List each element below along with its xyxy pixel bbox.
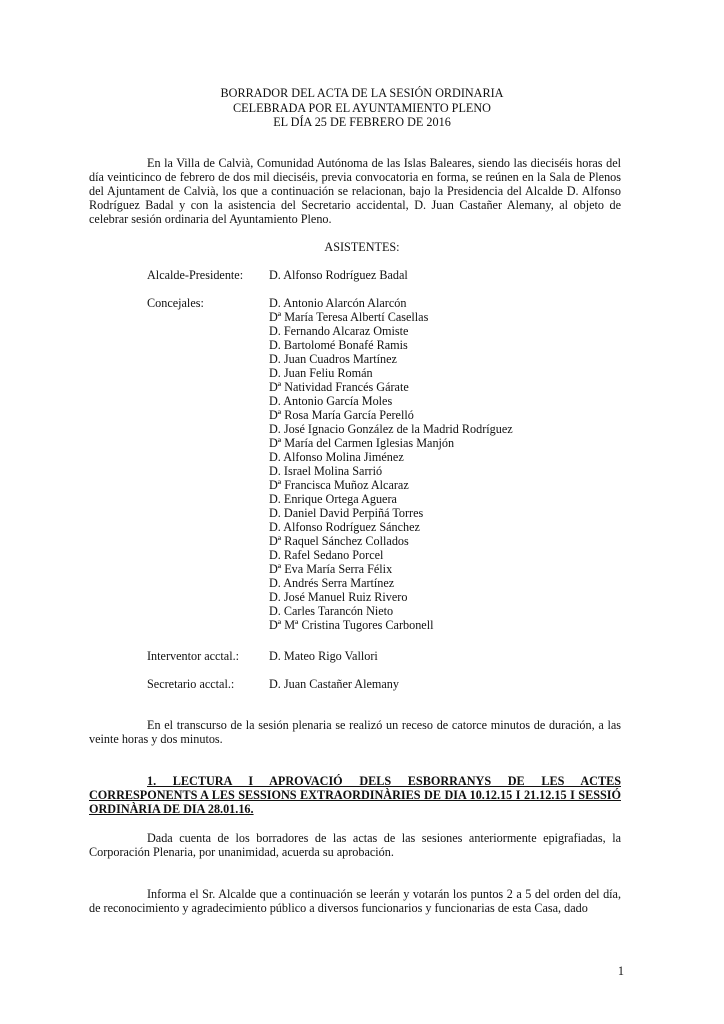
title-line-1: BORRADOR DEL ACTA DE LA SESIÓN ORDINARIA [220, 86, 504, 100]
councillor-name: Dª Mª Cristina Tugores Carbonell [269, 618, 434, 632]
councillor-name: Dª Eva María Serra Félix [269, 562, 393, 576]
councillor-name: Dª María del Carmen Iglesias Manjón [269, 436, 455, 450]
councillor-name: D. Rafel Sedano Porcel [269, 548, 384, 562]
mayor-label: Alcalde-Presidente: [147, 268, 244, 282]
councillor-name: D. Antonio Alarcón Alarcón [269, 296, 407, 310]
councillor-name: D. Fernando Alcaraz Omiste [269, 324, 409, 338]
secretary-name: D. Juan Castañer Alemany [269, 677, 399, 691]
councillors-list [269, 296, 513, 632]
councillor-name: D. José Manuel Ruiz Rivero [269, 590, 408, 604]
page-number: 1 [617, 964, 624, 978]
mayor-name: D. Alfonso Rodríguez Badal [269, 268, 408, 282]
recess-paragraph: En el transcurso de la sesión plenaria se realizó un receso de catorce minutos de duración, a las veinte horas y dos minutos. [89, 718, 621, 746]
title-line-2: CELEBRADA POR EL AYUNTAMIENTO PLENO [233, 100, 491, 115]
councillor-name: D. Enrique Ortega Aguera [269, 492, 397, 506]
councillor-name: Dª María Teresa Albertí Casellas [269, 310, 429, 324]
councillors-label: Concejales: [147, 296, 204, 310]
councillor-name: D. Andrés Serra Martínez [269, 576, 395, 590]
councillor-name: D. Antonio García Moles [269, 394, 393, 408]
document-title [0, 86, 724, 130]
councillor-name: D. Juan Feliu Román [269, 366, 373, 380]
controller-label: Interventor acctal.: [147, 649, 240, 663]
councillor-name: D. Alfonso Molina Jiménez [269, 450, 404, 464]
councillor-name: D. Juan Cuadros Martínez [269, 352, 397, 366]
item-1-paragraph: Dada cuenta de los borradores de las actas de las sesiones anteriormente epigrafiadas, la Corporación Plenaria, por unanimidad, acuerda su aprobación. [89, 831, 621, 859]
title-line-3: EL DÍA 25 DE FEBRERO DE 2016 [273, 115, 451, 129]
councillor-name: D. Bartolomé Bonafé Ramis [269, 338, 408, 352]
mayor-info-paragraph: Informa el Sr. Alcalde que a continuación se leerán y votarán los puntos 2 a 5 del orden del día, de reconocimiento y agradecimiento público a diversos funcionarios y funcionarias de esta Casa, dado [89, 887, 621, 915]
councillor-name: D. Alfonso Rodríguez Sánchez [269, 520, 420, 534]
councillor-name: Dª Natividad Francés Gárate [269, 380, 409, 394]
councillor-name: Dª Raquel Sánchez Collados [269, 534, 409, 548]
councillor-name: D. Israel Molina Sarrió [269, 464, 383, 478]
item-1-heading: 1. LECTURA I APROVACIÓ DELS ESBORRANYS DE LES ACTES CORRESPONENTS A LES SESSIONS EXTRAORDINÀRIES DE DIA 10.12.15 I 21.12.15 I SESSIÓ ORDINÀRIA DE DIA 28.01.16. [89, 774, 621, 816]
attendees-heading: ASISTENTES: [324, 240, 400, 254]
councillor-name: D. Daniel David Perpiñá Torres [269, 506, 424, 520]
secretary-label: Secretario acctal.: [147, 677, 235, 691]
councillor-name: Dª Rosa María García Perelló [269, 408, 414, 422]
councillor-name: Dª Francisca Muñoz Alcaraz [269, 478, 409, 492]
controller-name: D. Mateo Rigo Vallori [269, 649, 378, 663]
intro-paragraph: En la Villa de Calvià, Comunidad Autónoma de las Islas Baleares, siendo las dieciséis horas del día veinticinco de febrero de dos mil dieciséis, previa convocatoria en forma, se reúnen en la Sala de Plenos del Ajuntament de Calvià, los que a continuación se relacionan, bajo la Presidencia del Alcalde D. Alfonso Rodríguez Badal y con la asistencia del Secretario accidental, D. Juan Castañer Alemany, al objeto de celebrar sesión ordinaria del Ayuntamiento Pleno. [89, 156, 621, 226]
councillor-name: D. José Ignacio González de la Madrid Rodríguez [269, 422, 513, 436]
councillor-name: D. Carles Tarancón Nieto [269, 604, 394, 618]
